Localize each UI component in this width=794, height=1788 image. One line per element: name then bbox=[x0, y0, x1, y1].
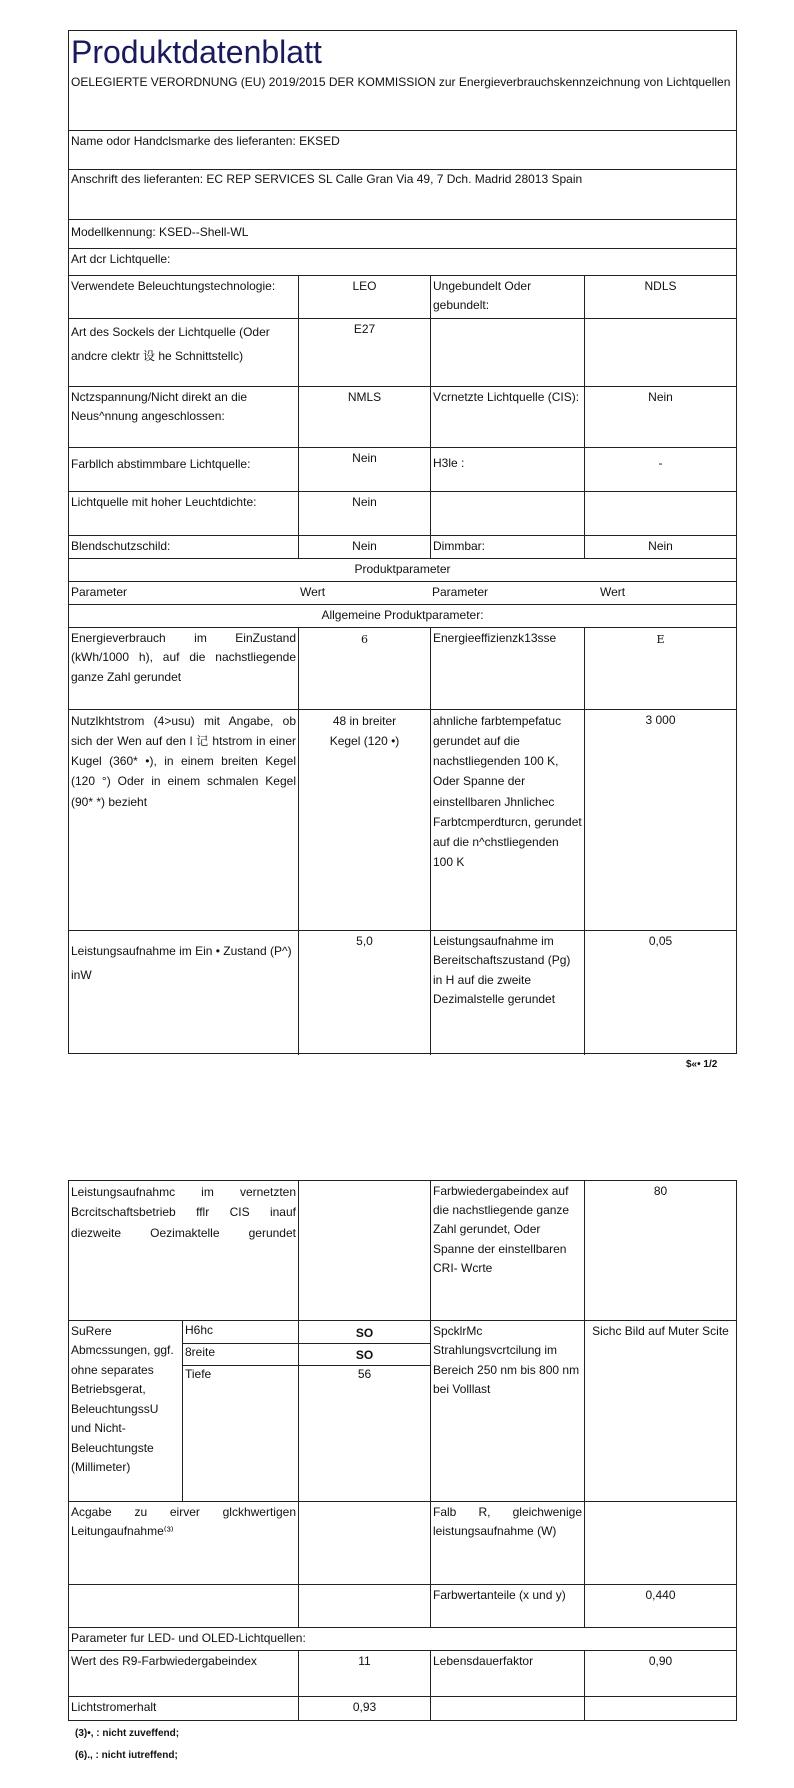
param-col-header-2: Parameter bbox=[432, 585, 489, 599]
lifetime-label: Lebensdauerfaktor bbox=[430, 1651, 584, 1696]
spectral-label: SpcklrMc Strahlungsvcrtcilung im Bereich 250 nm bis 800 nm bei Volllast bbox=[430, 1321, 584, 1501]
maintenance-label: Lichtstromerhalt bbox=[71, 1700, 157, 1714]
general-params-heading: Allgemeine Produktparameter: bbox=[321, 608, 484, 622]
dimensions-row bbox=[69, 1321, 736, 1502]
standby-label: Leistungsaufnahme im Bereitschaftszustand (Pg) in H auf die zweite Dezimalstelle gerundet bbox=[430, 931, 584, 1055]
falb-value bbox=[584, 1502, 736, 1584]
model-identifier: Modellkennung: KSED--Shell-WL bbox=[71, 225, 249, 239]
spectral-value: Sichc Bild auf Muter Scite bbox=[584, 1321, 736, 1501]
dim-divider-1 bbox=[182, 1343, 430, 1344]
socket-value: E27 bbox=[298, 319, 430, 386]
color-tunable-value: Nein bbox=[298, 448, 430, 491]
value-col-header-2: Wert bbox=[600, 585, 626, 599]
regulation-text: OELEGIERTE VERORDNUNG (EU) 2019/2015 DER KOMMISSION zur Energieverbrauchskennzeichnung von Lichtquellen bbox=[71, 75, 731, 90]
chromaticity-empty-value bbox=[298, 1585, 430, 1627]
page-title: Produktdatenblatt bbox=[71, 34, 322, 70]
networked-standby-label: Leistungsaufnahmc im vernetzten Bcrcitschaftsbetrieb fflr CIS inauf diezweite Oezimaktelle gerundet bbox=[71, 1185, 296, 1240]
product-params-heading-row bbox=[69, 559, 736, 582]
chromaticity-row bbox=[69, 1585, 736, 1628]
light-source-type-row bbox=[69, 249, 736, 276]
socket-empty bbox=[430, 319, 584, 386]
lifetime-value: 0,90 bbox=[584, 1651, 736, 1696]
networked-standby-row bbox=[69, 1181, 736, 1321]
page-number: $«• 1/2 bbox=[686, 1059, 718, 1070]
dimmable-label: Dimmbar: bbox=[430, 536, 584, 558]
flux-row bbox=[69, 710, 736, 931]
height-value: SO bbox=[355, 1326, 374, 1340]
technology-label: Verwendete Beleuchtungstechnologie: bbox=[71, 279, 276, 293]
socket-row bbox=[69, 319, 736, 387]
mains-value: NMLS bbox=[298, 387, 430, 447]
footnote-3: (3)•, : nicht zuveffend; bbox=[75, 1728, 180, 1739]
h3le-value: - bbox=[584, 448, 736, 491]
technology-value: LEO bbox=[298, 276, 430, 318]
maintenance-empty-value bbox=[584, 1697, 736, 1720]
dimension-values bbox=[298, 1321, 430, 1501]
cri-value: 80 bbox=[584, 1181, 736, 1320]
param-header-row bbox=[69, 582, 736, 605]
cct-value: 3 000 bbox=[584, 710, 736, 930]
efficiency-label: Energieeffizienzk13sse bbox=[430, 628, 584, 709]
energy-row bbox=[69, 628, 736, 710]
param-col-header: Parameter bbox=[71, 585, 128, 599]
light-source-type: Art dcr Lichtquelle: bbox=[71, 252, 171, 266]
socket-label: Art des Sockels der Lichtquelle (Oder andcre clektr 设 he Schnittstellc) bbox=[71, 325, 270, 363]
bundled-label: Ungebundelt Oder gebundelt: bbox=[430, 276, 584, 318]
supplier-address: Anschrift des lieferanten: EC REP SERVICES SL Calle Gran Via 49, 7 Dch. Madrid 28013 Spain bbox=[71, 172, 583, 186]
equivalent-power-label: Acgabe zu eirver glckhwertigen Leitungaufnahme⁽³⁾ bbox=[71, 1505, 296, 1539]
color-tunable-row bbox=[69, 448, 736, 492]
power-row bbox=[69, 931, 736, 1055]
equivalent-power-value bbox=[298, 1502, 430, 1584]
networked-standby-value bbox=[298, 1181, 430, 1320]
width-label: 8reite bbox=[185, 1345, 216, 1359]
flux-value: 48 in breiter Kegel (120 •) bbox=[298, 710, 430, 930]
datasheet-page-2 bbox=[68, 1180, 737, 1721]
high-luminance-row bbox=[69, 492, 736, 536]
dim-divider-2 bbox=[182, 1365, 430, 1366]
power-on-label: Leistungsaufnahme im Ein • Zustand (P^) inW bbox=[71, 944, 292, 982]
high-luminance-empty-value bbox=[584, 492, 736, 535]
flux-label: Nutzlkhtstrom (4>usu) mit Angabe, ob sich der Wen auf den l 记 htstrom in einer Kugel (360* •), in einem breiten Kegel (120 °) Oder in einem schmalen Kegel (90* *) bezieht bbox=[71, 714, 296, 809]
high-luminance-empty bbox=[430, 492, 584, 535]
energy-value: 6 bbox=[298, 628, 430, 709]
footnote-6: (6)., : nicht iutreffend; bbox=[75, 1750, 178, 1761]
width-value: SO bbox=[355, 1348, 374, 1362]
chromaticity-value: 0,440 bbox=[584, 1585, 736, 1627]
dimensions-label: SuRere Abmcssungen, ggf. ohne separates Betriebsgerat, BeleuchtungssU und Nicht-Beleuchtungste (Millimeter) bbox=[71, 1324, 174, 1475]
glare-label: Blendschutzschild: bbox=[71, 539, 171, 553]
led-heading-row bbox=[69, 1628, 736, 1651]
cis-label: Vcrnetzte Lichtquelle (CIS): bbox=[430, 387, 584, 447]
falb-label: Falb R, gleichwenige leistungsaufnahme (W) bbox=[433, 1505, 582, 1539]
maintenance-value: 0,93 bbox=[298, 1697, 430, 1720]
chromaticity-empty bbox=[69, 1585, 298, 1627]
cct-label: ahnliche farbtempefatuc gerundet auf die nachstliegenden 100 K, Oder Spanne der einstellbaren Jhnlichec Farbtcmperdturcn, gerundet auf die n^chstliegenden 100 K bbox=[430, 710, 584, 930]
socket-empty-value bbox=[584, 319, 736, 386]
glare-row bbox=[69, 536, 736, 559]
mains-row bbox=[69, 387, 736, 448]
r9-value: 11 bbox=[298, 1651, 430, 1696]
standby-value: 0,05 bbox=[584, 931, 736, 1055]
supplier-name-row bbox=[69, 131, 736, 170]
h3le-label: H3le : bbox=[430, 448, 584, 491]
equivalent-power-row bbox=[69, 1502, 736, 1585]
cis-value: Nein bbox=[584, 387, 736, 447]
cri-label: Farbwiedergabeindex auf die nachstliegende ganze Zahl gerundet, Oder Spanne der einstellbaren CRI- Wcrte bbox=[430, 1181, 584, 1320]
supplier-address-row bbox=[69, 170, 736, 220]
technology-row bbox=[69, 276, 736, 319]
high-luminance-value: Nein bbox=[298, 492, 430, 535]
r9-label: Wert des R9-Farbwiedergabeindex bbox=[71, 1654, 257, 1668]
high-luminance-label: Lichtquelle mit hoher Leuchtdichte: bbox=[71, 495, 257, 509]
dimension-names bbox=[182, 1321, 298, 1501]
depth-value: 56 bbox=[357, 1367, 372, 1381]
model-row bbox=[69, 220, 736, 249]
general-params-row bbox=[69, 605, 736, 628]
bundled-value: NDLS bbox=[584, 276, 736, 318]
r9-row bbox=[69, 1651, 736, 1697]
product-params-heading: Produktparameter bbox=[354, 562, 451, 576]
glare-value: Nein bbox=[298, 536, 430, 558]
color-tunable-label: Farbllch abstimmbare Lichtquelle: bbox=[71, 457, 251, 471]
header-block bbox=[69, 31, 736, 131]
maintenance-row bbox=[69, 1697, 736, 1720]
dimmable-value: Nein bbox=[584, 536, 736, 558]
maintenance-empty bbox=[430, 1697, 584, 1720]
mains-label: Nctzspannung/Nicht direkt an die Neus^nnung angeschlossen: bbox=[71, 390, 248, 424]
depth-label: Tiefe bbox=[185, 1367, 212, 1381]
chromaticity-label: Farbwertanteile (x und y) bbox=[430, 1585, 584, 1627]
energy-label: Energieverbrauch im EinZustand (kWh/1000 h), auf die nachstliegende ganze Zahl gerundet bbox=[71, 631, 296, 684]
efficiency-value: E bbox=[584, 628, 736, 709]
height-label: H6hc bbox=[185, 1323, 214, 1337]
led-params-heading: Parameter fur LED- und OLED-Lichtquellen: bbox=[71, 1631, 306, 1645]
value-col-header: Wert bbox=[300, 585, 326, 599]
supplier-name: Name odor Handclsmarke des lieferanten: EKSED bbox=[71, 134, 340, 148]
power-on-value: 5,0 bbox=[298, 931, 430, 1055]
datasheet-page-1 bbox=[68, 30, 737, 1054]
